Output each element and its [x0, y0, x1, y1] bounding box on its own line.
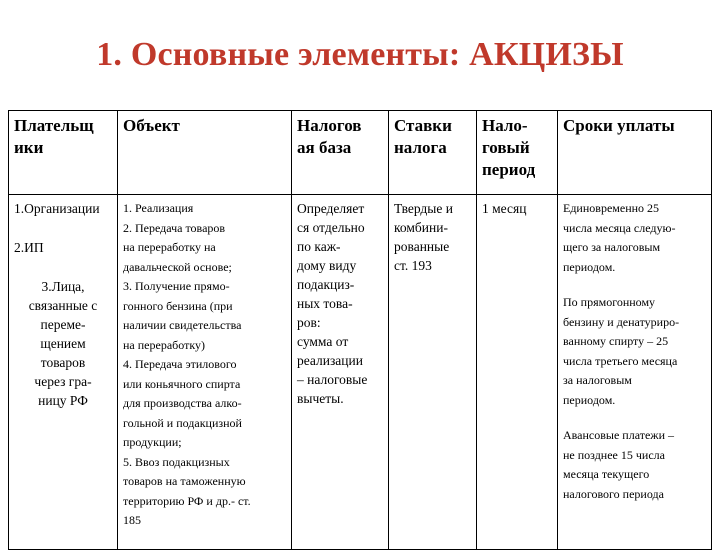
deadline-item: Авансовые платежи – не позднее 15 числа месяца текущего налогового периода	[563, 428, 675, 501]
period-text: 1 месяц	[482, 201, 527, 216]
header-tax-base: Налогов ая база	[292, 111, 389, 195]
rates-cell	[389, 195, 477, 550]
payer-item: 1.Организации	[14, 201, 100, 216]
deadline-item: Единовременно 25 числа месяца следую- щего за налоговым периодом.	[563, 201, 676, 274]
deadline-item: По прямогонному бензину и денатуриро- ванному спирту – 25 числа третьего месяца за налоговым периодом.	[563, 295, 680, 407]
rates-text: Твердые и комбини- рованные ст. 193	[394, 201, 453, 273]
body-row	[9, 195, 712, 550]
tax-base-text: Определяет ся отдельно по каж- дому виду подакциз- ных това- ров: сумма от реализации – налоговые вычеты.	[297, 201, 368, 406]
header-rates: Ставки налога	[389, 111, 477, 195]
payer-item: 3.Лица, связанные с переме- щением товаров через гра- ницу РФ	[28, 279, 98, 408]
header-deadlines: Сроки уплаты	[558, 111, 712, 195]
object-cell	[118, 195, 292, 550]
header-row	[9, 111, 712, 195]
header-period: Нало- говый период	[477, 111, 558, 195]
payers-cell	[9, 195, 118, 550]
slide-title: 1. Основные элементы: АКЦИЗЫ	[96, 36, 624, 73]
object-text: 1. Реализация 2. Передача товаров на переработку на давальческой основе; 3. Получение прямо- гонного бензина (при наличии свидетельства на переработку) 4. Передача этилового или коньячного спирта для производства алко- гольной и подакцизной продукции; 5. Ввоз подакцизных товаров на таможенную территорию РФ и др.- ст. 185	[123, 201, 251, 527]
header-payers: Плательщ ики	[9, 111, 118, 195]
tax-base-cell	[292, 195, 389, 550]
excise-table	[8, 110, 712, 550]
deadlines-cell	[558, 195, 712, 550]
period-cell	[477, 195, 558, 550]
payer-item: 2.ИП	[14, 240, 44, 255]
header-object: Объект	[118, 111, 292, 195]
